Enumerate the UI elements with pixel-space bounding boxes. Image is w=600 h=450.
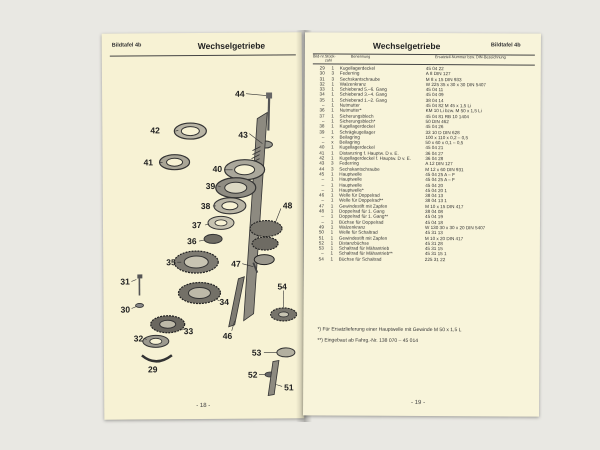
cell-name: Nutmutter [339,102,360,108]
exploded-view-diagram [102,58,304,399]
callout-51: 51 [284,382,294,393]
cell-pos: 42 [319,155,325,161]
cell-name: Distanzring f. Hauptw. D v. E. [339,150,399,156]
cell-num: 45 31 13 [424,230,443,236]
cell-name: Schaltrad für Mähantrieb** [338,250,393,257]
cell-pos: – [321,250,324,256]
cell-name: Beilagring [339,134,360,140]
cell-pos: – [321,134,325,140]
col-header-name: Benennung [350,54,371,59]
cell-pos: 41 [319,150,325,156]
cell-num: 45 04 09 [425,92,444,98]
cell-num: W 225 35 x 30 x 30 DIN 5407 [425,81,487,88]
callout-46: 46 [222,330,233,341]
cell-qty: 1 [330,192,334,198]
callout-33: 33 [183,326,194,337]
cell-name: Hauptwelle [339,182,362,188]
main-shaft-45 [242,113,268,321]
cell-qty: 1 [331,144,334,150]
cell-qty: 1 [330,208,334,214]
cell-num: 36 04 28 [425,156,444,162]
ring-38 [214,198,246,214]
cell-qty: 1 [330,182,334,188]
cell-num: 45 04 82 M 45 x 1,5 Li [425,103,472,109]
callout-32: 32 [133,333,144,344]
cell-qty: x [331,139,334,145]
cell-num: M 8 x 15 DIN 933 [425,76,462,82]
cell-qty: 1 [331,86,335,92]
table-header [313,54,535,63]
plate-label: Bildtafel 4b [111,42,142,49]
parts-table [312,65,535,262]
callout-53: 53 [251,347,262,358]
cell-name: Welle für Doppelrad** [339,197,384,204]
cell-name: Distanzbüchse [338,240,370,246]
cell-name: Sicherungsblech [339,113,374,119]
cell-pos: – [321,182,325,188]
cell-qty: x [331,134,334,140]
cell-name: Schaltrad für Mähantrieb [338,245,390,251]
callout-35: 35 [166,257,176,268]
cell-pos: 53 [318,245,324,251]
cell-qty: 1 [330,203,334,209]
cell-pos: 36 [319,107,325,113]
cell-pos: 32 [319,81,325,87]
cell-qty: 1 [330,245,334,251]
cell-name: Gewindestift mit Zapfen [339,203,388,209]
cell-name: Hauptwelle [339,171,363,177]
page-number: - 18 - [196,402,211,410]
cell-pos: 44 [319,166,325,172]
cell-num: 45 04 20 [425,182,444,188]
cell-name: Kugellagerdeckel f. Hauptw. D v. E. [339,155,412,161]
callout-31: 31 [120,276,130,287]
cell-name: Nutmutter* [339,107,362,114]
cell-qty: 1 [331,155,334,161]
cell-num: M 10 x 15 DIN 417 [425,203,464,209]
cell-qty: 3 [331,70,335,76]
cell-qty: 1 [331,65,335,71]
cell-name: Sechskantschraube [339,166,380,172]
cell-pos: 30 [319,70,325,76]
callout-47: 47 [231,258,241,269]
callout-29: 29 [147,364,158,375]
callout-40: 40 [212,163,223,174]
cell-num: 38 04 14 [425,97,444,103]
cover-29 [142,355,172,361]
bushing-53 [277,348,295,357]
cell-qty: 1 [331,97,334,103]
cell-num: 45 04 26 [425,124,444,130]
col-header-qty: Stück-zahl [324,54,336,63]
bolt-44 [266,93,272,131]
cell-num: W 130 30 x 30 x 20 DIN 5407 [424,224,486,231]
cell-pos: 37 [319,113,325,119]
cell-name: Schrägkugellager [339,129,376,135]
cell-num: 45 04 19 [425,214,443,220]
col-header-num: Ersatzteil-Nummer bzw. DIN-Bezeichnung [434,55,506,60]
cell-qty: 1 [331,118,334,124]
cell-pos: 39 [319,129,325,135]
cell-num: KM 10 Li bzw. M 50 x 1,5 Li [425,108,482,114]
footnote-2: **) Eingebaut ab Fahrg.-Nr. 138 070 – 45 014 [317,337,419,344]
cell-qty: 1 [330,250,334,256]
cell-pos: 46 [319,192,325,198]
cell-qty: 1 [331,123,334,129]
cell-pos: – [321,118,325,124]
callout-30: 30 [120,304,131,315]
cell-name: Doppelrad für 1. Gang** [339,213,389,220]
cell-pos: 33 [319,86,325,92]
cell-qty: 3 [331,160,334,166]
cell-pos: 51 [318,234,324,240]
cell-pos: 48 [318,208,325,214]
cell-qty: 1 [330,235,334,241]
col-header-pos: Bild-nr. [312,54,325,59]
page-title: Wechselgetriebe [197,40,266,52]
cell-qty: 1 [330,240,334,246]
callout-43: 43 [238,129,248,140]
cell-pos: 52 [318,240,324,246]
cell-name: Kugellagerdeckel [339,123,375,130]
cell-qty: 1 [330,213,334,219]
cell-qty: 1 [330,256,334,262]
cell-num: 45 31 15 1 [424,251,447,257]
cell-name: Sicherungsblech* [339,118,376,124]
cell-num: 50 x 60 x 0,1 – 0,5 [425,140,464,146]
cell-num: 45 04 25 A – F [425,171,455,178]
shaft-46 [228,277,244,327]
cell-qty: 1 [331,81,335,87]
left-page [102,32,305,419]
cell-pos: – [321,139,325,145]
cell-num: 225 31 22 [424,256,446,262]
cell-pos: – [321,176,325,182]
callout-41: 41 [143,157,154,168]
callout-54: 54 [277,281,287,292]
washer-37 [208,216,234,229]
callout-42: 42 [150,125,160,136]
cell-qty: 1 [330,176,334,182]
cell-qty: 1 [330,187,334,193]
cell-name: Welle für Schaltrad [338,229,378,235]
cell-name: Büchse für Doppelrad [339,219,384,225]
cell-name: Walzenkranz [338,224,366,230]
callout-39: 39 [205,180,216,191]
cell-num: 38 04 13 [425,193,444,199]
cell-num: 45 04 11 [425,87,444,93]
washer-30 [136,303,144,307]
cell-name: Gewindestift mit Zapfen [338,235,388,241]
callout-37: 37 [191,220,202,231]
gear-33 [151,316,185,333]
bolt-31 [137,274,142,295]
cell-name: Doppelrad für 1. Gang [339,208,385,214]
cell-num: 33 10 D DIN 628 [425,129,460,135]
ring-42 [174,123,206,139]
cell-pos: – [322,102,325,108]
cell-pos: – [321,197,325,203]
cell-pos: – [321,213,325,219]
cell-name: Federring [339,70,360,76]
right-page [303,32,541,416]
gear-34 [178,282,220,303]
cell-qty: 1 [330,229,334,235]
footnote-1: *) Für Ersatzlieferung einer Hauptwelle mit Gewinde M 50 x 1,5 L [317,326,462,334]
cell-name: Sechskantschraube [339,76,381,82]
cell-pos: 29 [319,65,325,71]
cell-pos: 50 [318,229,324,235]
cell-name: Beilagring [339,139,360,145]
cell-num: 45 04 25 A – F [425,177,455,183]
cell-pos: 35 [319,97,325,103]
bearing-41 [160,155,190,170]
callout-34: 34 [219,296,230,307]
cell-qty: 1 [331,102,334,108]
cell-name: Schieberad 1.–2. Gang [339,97,387,103]
roller-cage-32 [143,335,169,347]
cell-num: M 12 x 60 DIN 931 [425,166,464,172]
cell-pos: 45 [319,171,325,177]
cell-num: 45 04 21 [425,145,444,151]
cell-qty: 1 [331,107,334,113]
cell-name: Walzenkranz [339,81,367,87]
cell-pos: 34 [319,91,325,97]
callout-44: 44 [235,88,245,99]
cell-pos: 43 [319,160,325,166]
cell-num: 45 31 15 [424,246,443,252]
cell-qty: 1 [331,150,334,156]
table-row [312,256,534,262]
cell-pos: – [321,187,325,193]
cell-num: 45 04 81 RB 10 1404 [425,113,470,119]
double-gear-48 [250,220,282,264]
cell-qty: 1 [331,92,334,98]
header-rule [110,54,296,56]
cell-qty: 1 [331,113,334,119]
cell-qty: 1 [330,219,334,225]
cell-pos: 49 [318,224,324,230]
cell-num: 38 04 13 1 [425,198,447,204]
callout-48: 48 [282,200,293,211]
cell-num: 100 x 110 x 0,2 – 0,5 [425,134,469,141]
cell-num: 45 04 22 [425,66,444,72]
cell-qty: 3 [331,76,335,82]
cell-pos: 47 [318,203,325,209]
cell-name: Kugellagerdeckel [339,65,376,71]
cell-num: A 12 DIN 127 [425,161,453,167]
callout-38: 38 [200,200,211,212]
cell-num: 45 04 20 1 [425,187,447,193]
cell-num: 50 DIN 462 [425,118,449,125]
cell-name: Hauptwelle* [339,187,364,193]
bearing-39 [216,178,256,198]
cell-qty: 1 [331,129,334,135]
cell-name: Schieberad 5.–6. Gang [339,86,387,93]
cell-name: Hauptwelle [339,176,362,182]
cell-num: 36 04 27 [425,150,444,156]
cell-qty: 1 [330,197,334,203]
nut-36 [204,234,222,243]
page-title: Wechselgetriebe [372,40,441,52]
page-number: - 19 - [411,399,426,407]
cell-num: 38 04 08 [425,209,443,215]
gear-54 [271,308,297,321]
cell-qty: 1 [330,171,334,177]
cell-name: Federring [339,160,360,167]
footnotes [317,324,461,347]
cell-num: A 8 DIN 127 [425,71,451,77]
shaft-51 [268,360,279,395]
cell-qty: 1 [330,224,334,230]
cell-pos: – [321,219,325,225]
callout-36: 36 [187,236,197,247]
callout-52: 52 [248,369,258,380]
cell-pos: 40 [319,144,325,150]
cell-name: Kugellagerdeckel [339,145,375,151]
cell-pos: 38 [319,123,325,129]
cell-pos: 31 [319,76,325,82]
cell-num: 45 04 18 [424,219,443,225]
cell-name: Welle für Doppelrad [339,192,380,198]
cell-name: Büchse für Schaltrad [338,256,382,262]
plate-label: Bildtafel 4b [490,42,521,49]
cell-pos: 54 [318,256,324,262]
cell-num: M 10 x 20 DIN 417 [424,235,464,241]
cell-name: Schieberad 3.–4. Gang [339,92,387,98]
cell-qty: 3 [330,166,334,172]
cell-num: 45 31 28 [424,240,443,246]
